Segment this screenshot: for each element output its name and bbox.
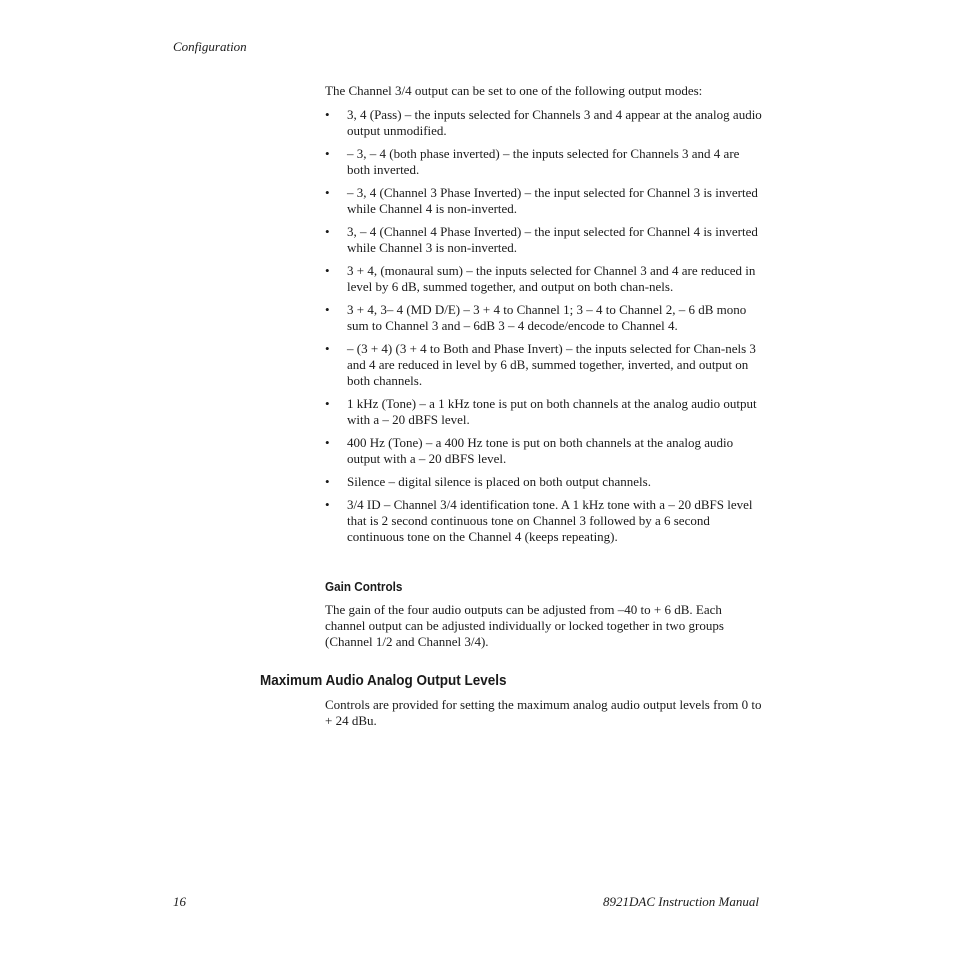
list-item [325,435,765,467]
output-modes-list [325,107,765,552]
list-item [325,107,765,139]
mode-text: 3 + 4, (monaural sum) – the inputs selected for Channel 3 and 4 are reduced in level by 6 dB, summed together, and output on both chan-nels. [347,263,756,294]
list-item [325,224,765,256]
bullet-icon: • [325,435,330,450]
list-item [325,497,765,545]
list-item [325,341,765,389]
list-item [325,185,765,217]
gain-controls-heading: Gain Controls [325,579,403,594]
mode-text: 3 + 4, 3– 4 (MD D/E) – 3 + 4 to Channel 1; 3 – 4 to Channel 2, – 6 dB mono sum to Channel 3 and – 6dB 3 – 4 decode/encode to Channel 4. [347,302,747,333]
manual-title: 8921DAC Instruction Manual [603,894,759,909]
bullet-icon: • [325,396,330,411]
bullet-icon: • [325,302,330,317]
mode-text: 3, 4 (Pass) – the inputs selected for Channels 3 and 4 appear at the analog audio output unmodified. [347,107,762,138]
bullet-icon: • [325,107,330,122]
bullet-icon: • [325,224,330,239]
bullet-icon: • [325,146,330,161]
gain-controls-paragraph: The gain of the four audio outputs can be adjusted from –40 to + 6 dB. Each channel output can be adjusted individually or locked together in two groups (Channel 1/2 and Channel 3/4). [325,602,724,649]
mode-text: 3/4 ID – Channel 3/4 identification tone. A 1 kHz tone with a – 20 dBFS level that is 2 second continuous tone on Channel 3 followed by a 6 second continuous tone on the Channel 4 (keeps repeating). [347,497,753,544]
mode-text: – 3, 4 (Channel 3 Phase Inverted) – the input selected for Channel 3 is inverted while Channel 4 is non-inverted. [347,185,758,216]
max-levels-paragraph: Controls are provided for setting the maximum analog audio output levels from 0 to + 24 dBu. [325,697,762,728]
list-item [325,474,765,490]
mode-text: – (3 + 4) (3 + 4 to Both and Phase Invert) – the inputs selected for Chan-nels 3 and 4 are reduced in level by 6 dB, summed together, inverted, and output on both channels. [347,341,756,388]
bullet-icon: • [325,474,330,489]
bullet-icon: • [325,263,330,278]
intro-paragraph: The Channel 3/4 output can be set to one of the following output modes: [325,83,703,98]
list-item [325,263,765,295]
running-head: Configuration [173,39,247,54]
mode-text: 3, – 4 (Channel 4 Phase Inverted) – the input selected for Channel 4 is inverted while Channel 3 is non-inverted. [347,224,758,255]
list-item [325,146,765,178]
bullet-icon: • [325,341,330,356]
mode-text: 400 Hz (Tone) – a 400 Hz tone is put on both channels at the analog audio output with a – 20 dBFS level. [347,435,734,466]
mode-text: Silence – digital silence is placed on both output channels. [347,474,651,489]
list-item [325,302,765,334]
bullet-icon: • [325,185,330,200]
list-item [325,396,765,428]
bullet-icon: • [325,497,330,512]
page-number: 16 [173,894,186,909]
mode-text: – 3, – 4 (both phase inverted) – the inputs selected for Channels 3 and 4 are both inverted. [347,146,740,177]
max-levels-heading: Maximum Audio Analog Output Levels [260,672,507,689]
mode-text: 1 kHz (Tone) – a 1 kHz tone is put on both channels at the analog audio output with a – 20 dBFS level. [347,396,757,427]
